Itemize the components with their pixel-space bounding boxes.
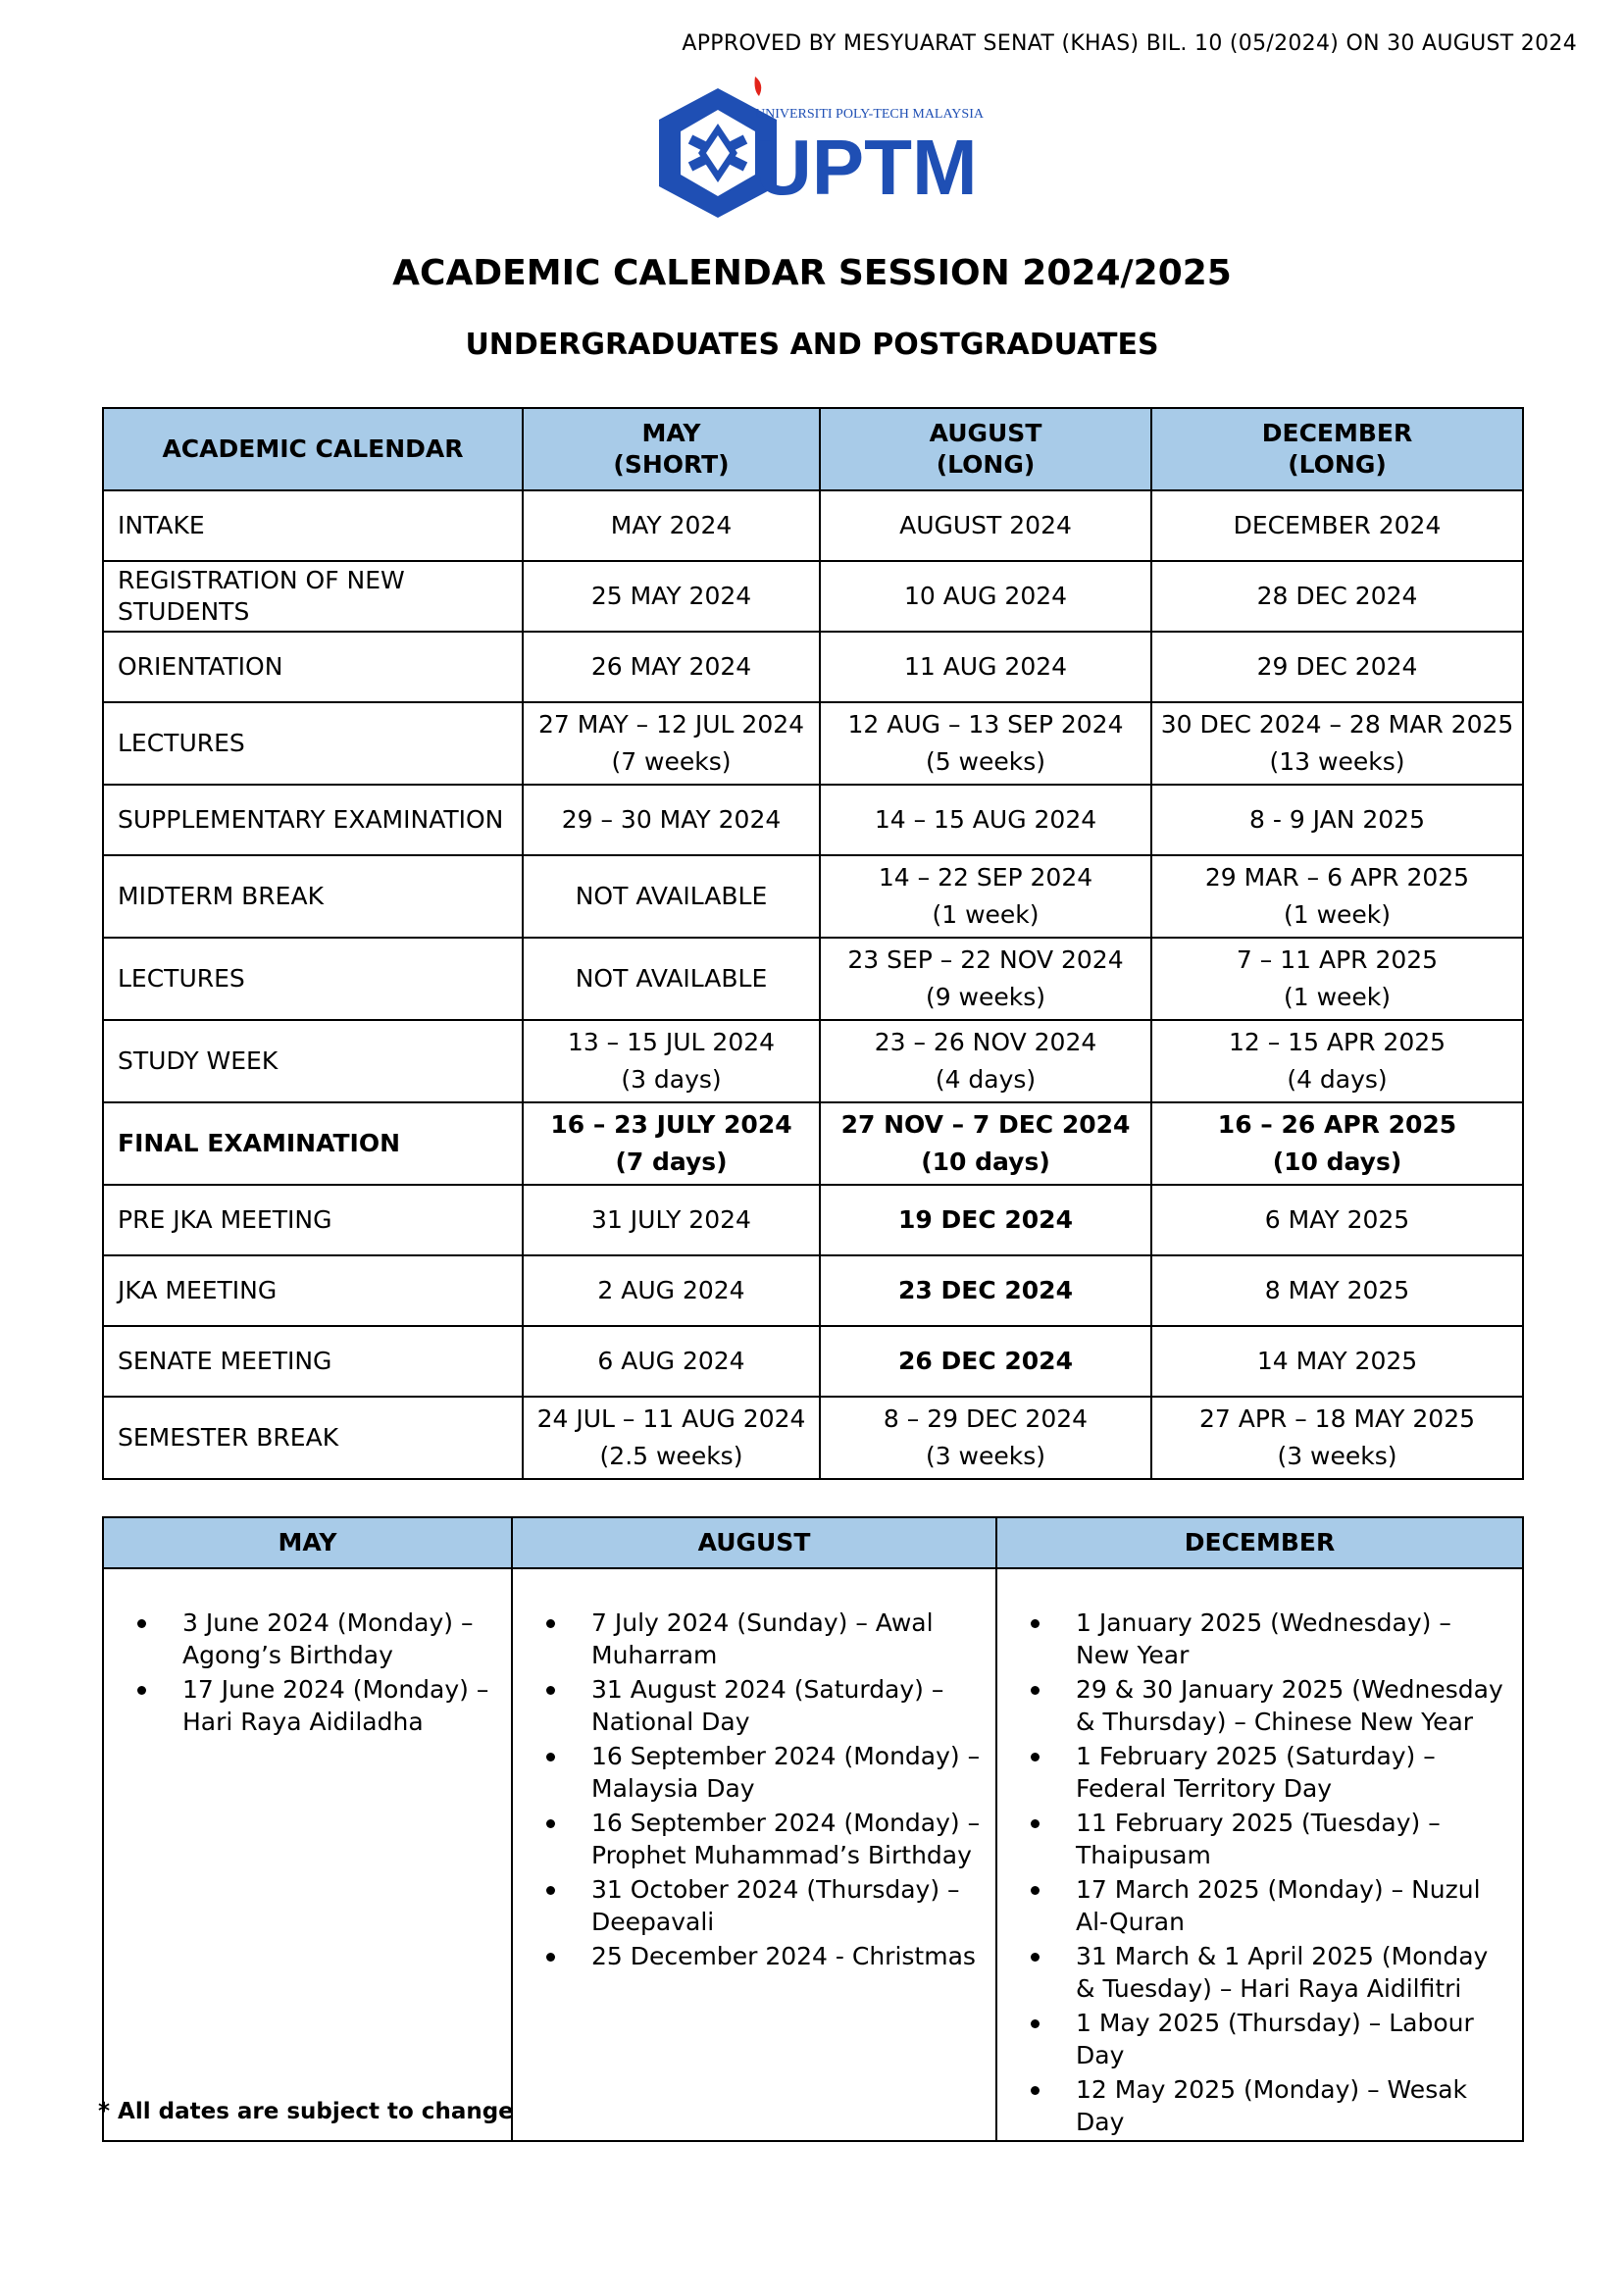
cell-december: 8 - 9 JAN 2025: [1151, 785, 1523, 855]
cell-december: 16 – 26 APR 2025 (10 days): [1151, 1102, 1523, 1185]
table-row: [103, 702, 1523, 785]
list-item: 31 October 2024 (Thursday) – Deepavali: [591, 1873, 982, 1938]
holidays-header-row: [103, 1517, 1523, 1568]
list-item: 16 September 2024 (Monday) – Prophet Muhammad’s Birthday: [591, 1809, 981, 1869]
cell-august: 27 NOV – 7 DEC 2024 (10 days): [820, 1102, 1151, 1185]
list-item: 31 March & 1 April 2025 (Monday & Tuesday) – Hari Raya Aidilfitri: [1076, 1940, 1508, 2005]
holidays-may-cell: [103, 1568, 512, 2141]
holidays-header-december: DECEMBER: [996, 1517, 1523, 1568]
cell-august: 14 – 22 SEP 2024 (1 week): [820, 855, 1151, 938]
list-item: 25 December 2024 - Christmas: [591, 1940, 982, 1972]
row-label: SUPPLEMENTARY EXAMINATION: [103, 785, 523, 855]
list-item: 17 March 2025 (Monday) – Nuzul Al-Quran: [1076, 1873, 1508, 1938]
table-row: [103, 1102, 1523, 1185]
cell-december: 30 DEC 2024 – 28 MAR 2025 (13 weeks): [1151, 702, 1523, 785]
holidays-row: [103, 1568, 1523, 2141]
table-row: [103, 1020, 1523, 1102]
row-label: FINAL EXAMINATION: [103, 1102, 523, 1185]
cell-august: AUGUST 2024: [820, 490, 1151, 561]
holidays-header-august: AUGUST: [512, 1517, 996, 1568]
cell-may: NOT AVAILABLE: [523, 938, 820, 1020]
page-title: ACADEMIC CALENDAR SESSION 2024/2025: [392, 253, 1232, 293]
table-row: [103, 632, 1523, 702]
holidays-header-may: MAY: [103, 1517, 512, 1568]
header-august: AUGUST (LONG): [820, 408, 1151, 490]
holidays-december-cell: [996, 1568, 1523, 2141]
cell-december: 8 MAY 2025: [1151, 1255, 1523, 1326]
cell-may: 13 – 15 JUL 2024 (3 days): [523, 1020, 820, 1102]
table-row: [103, 1255, 1523, 1326]
table-row: [103, 1185, 1523, 1255]
cell-december: 29 DEC 2024: [1151, 632, 1523, 702]
logo-tagline: UNIVERSITI POLY-TECH MALAYSIA: [755, 107, 984, 122]
table-row: [103, 785, 1523, 855]
list-item: 7 July 2024 (Sunday) – Awal Muharram: [591, 1607, 982, 1671]
cell-december: 6 MAY 2025: [1151, 1185, 1523, 1255]
cell-may: NOT AVAILABLE: [523, 855, 820, 938]
cell-may: 6 AUG 2024: [523, 1326, 820, 1397]
academic-calendar-table: [102, 407, 1524, 1480]
list-item: 11 February 2025 (Tuesday) – Thaipusam: [1076, 1807, 1508, 1871]
cell-december: 27 APR – 18 MAY 2025 (3 weeks): [1151, 1397, 1523, 1479]
approval-note: APPROVED BY MESYUARAT SENAT (KHAS) BIL. 10 (05/2024) ON 30 AUGUST 2024: [682, 31, 1577, 56]
cell-may: 26 MAY 2024: [523, 632, 820, 702]
cell-december: 29 MAR – 6 APR 2025 (1 week): [1151, 855, 1523, 938]
row-label: REGISTRATION OF NEW STUDENTS: [103, 561, 523, 632]
table-row: [103, 1397, 1523, 1479]
row-label: STUDY WEEK: [103, 1020, 523, 1102]
cell-august: 19 DEC 2024: [820, 1185, 1151, 1255]
list-item: 3 June 2024 (Monday) – Agong’s Birthday: [182, 1607, 497, 1671]
row-label: MIDTERM BREAK: [103, 855, 523, 938]
cell-december: 7 – 11 APR 2025 (1 week): [1151, 938, 1523, 1020]
cell-december: DECEMBER 2024: [1151, 490, 1523, 561]
cell-may: 29 – 30 MAY 2024: [523, 785, 820, 855]
cell-may: 2 AUG 2024: [523, 1255, 820, 1326]
list-item: 1 February 2025 (Saturday) – Federal Territory Day: [1076, 1740, 1508, 1805]
cell-august: 12 AUG – 13 SEP 2024 (5 weeks): [820, 702, 1151, 785]
table-row: [103, 938, 1523, 1020]
list-item: 12 May 2025 (Monday) – Wesak Day: [1076, 2073, 1508, 2138]
table-header-row: [103, 408, 1523, 490]
cell-august: 23 – 26 NOV 2024 (4 days): [820, 1020, 1151, 1102]
cell-may: 31 JULY 2024: [523, 1185, 820, 1255]
logo-flame-icon: [755, 77, 762, 96]
holidays-august-list: [525, 1607, 982, 1972]
cell-august: 23 SEP – 22 NOV 2024 (9 weeks): [820, 938, 1151, 1020]
holidays-december-list: [1009, 1607, 1508, 2138]
table-row: [103, 1326, 1523, 1397]
header-may: MAY (SHORT): [523, 408, 820, 490]
cell-may: 25 MAY 2024: [523, 561, 820, 632]
row-label: ORIENTATION: [103, 632, 523, 702]
holidays-may-list: [116, 1607, 497, 1738]
list-item: 1 May 2025 (Thursday) – Labour Day: [1076, 2007, 1508, 2071]
table-row: [103, 561, 1523, 632]
uptm-logo: [639, 71, 992, 228]
cell-december: 28 DEC 2024: [1151, 561, 1523, 632]
header-december: DECEMBER (LONG): [1151, 408, 1523, 490]
cell-august: 8 – 29 DEC 2024 (3 weeks): [820, 1397, 1151, 1479]
list-item: 29 & 30 January 2025 (Wednesday & Thursday) – Chinese New Year: [1076, 1673, 1508, 1738]
cell-august: 23 DEC 2024: [820, 1255, 1151, 1326]
cell-may: MAY 2024: [523, 490, 820, 561]
cell-may: 27 MAY – 12 JUL 2024 (7 weeks): [523, 702, 820, 785]
cell-may: 16 – 23 JULY 2024 (7 days): [523, 1102, 820, 1185]
table-row: [103, 855, 1523, 938]
row-label: SEMESTER BREAK: [103, 1397, 523, 1479]
page-subtitle: UNDERGRADUATES AND POSTGRADUATES: [465, 328, 1159, 362]
row-label: INTAKE: [103, 490, 523, 561]
row-label: SENATE MEETING: [103, 1326, 523, 1397]
cell-august: 10 AUG 2024: [820, 561, 1151, 632]
cell-august: 14 – 15 AUG 2024: [820, 785, 1151, 855]
holidays-table: [102, 1516, 1524, 2142]
cell-december: 14 MAY 2025: [1151, 1326, 1523, 1397]
header-academic-calendar: ACADEMIC CALENDAR: [103, 408, 523, 490]
cell-august: 11 AUG 2024: [820, 632, 1151, 702]
row-label: JKA MEETING: [103, 1255, 523, 1326]
table-row: [103, 490, 1523, 561]
cell-august: 26 DEC 2024: [820, 1326, 1151, 1397]
holidays-august-cell: [512, 1568, 996, 2141]
list-item: 17 June 2024 (Monday) – Hari Raya Aidiladha: [182, 1673, 497, 1738]
cell-may: 24 JUL – 11 AUG 2024 (2.5 weeks): [523, 1397, 820, 1479]
footnote: * All dates are subject to change: [98, 2099, 514, 2124]
logo-wordmark: UPTM: [755, 124, 978, 211]
row-label: LECTURES: [103, 938, 523, 1020]
row-label: LECTURES: [103, 702, 523, 785]
list-item: 1 January 2025 (Wednesday) – New Year: [1076, 1607, 1508, 1671]
list-item: 16 September 2024 (Monday) – Malaysia Day: [591, 1742, 981, 1803]
cell-december: 12 – 15 APR 2025 (4 days): [1151, 1020, 1523, 1102]
list-item: 31 August 2024 (Saturday) – National Day: [591, 1673, 982, 1738]
row-label: PRE JKA MEETING: [103, 1185, 523, 1255]
